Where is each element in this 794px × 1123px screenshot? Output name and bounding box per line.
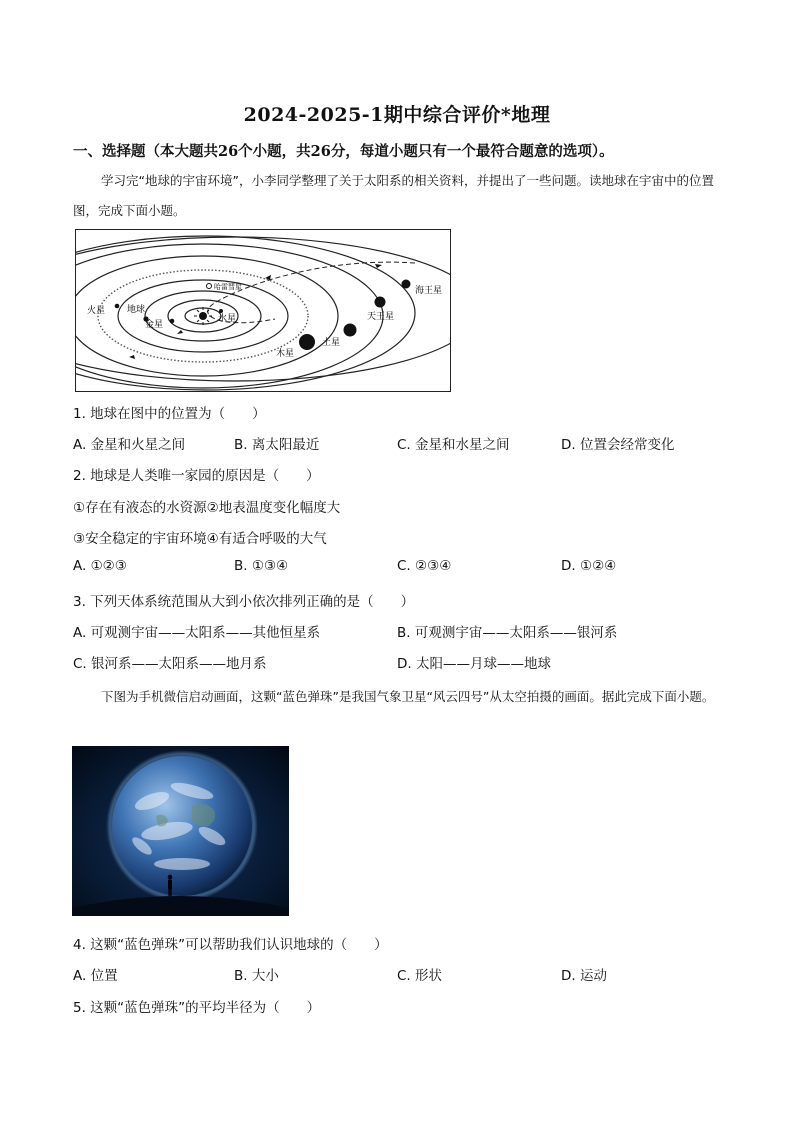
mars-planet: [115, 304, 120, 309]
question-1-option-d[interactable]: D. 位置会经常变化: [561, 437, 675, 453]
question-1-option-c[interactable]: C. 金星和水星之间: [397, 437, 510, 453]
question-4-stem: 4. 这颗“蓝色弹珠”可以帮助我们认识地球的（ ）: [73, 937, 388, 953]
uranus-planet: [375, 297, 386, 308]
question-2-option-b[interactable]: B. ①③④: [234, 558, 289, 574]
sun-icon: [199, 312, 207, 320]
question-5-stem: 5. 这颗“蓝色弹珠”的平均半径为（ ）: [73, 1000, 321, 1016]
solar-system-diagram: [75, 229, 451, 396]
blue-marble-svg: [72, 746, 289, 916]
question-1-stem: 1. 地球在图中的位置为（ ）: [73, 406, 266, 422]
uranus-label: 天王星: [367, 312, 395, 322]
mercury-planet: [219, 309, 223, 313]
question-3-option-c[interactable]: C. 银河系——太阳系——地月系: [73, 656, 267, 672]
question-3-option-a[interactable]: A. 可观测宇宙——太阳系——其他恒星系: [73, 625, 321, 641]
question-2-statements-2: ③安全稳定的宇宙环境④有适合呼吸的大气: [73, 531, 327, 547]
venus-planet: [170, 319, 175, 324]
question-2-option-a[interactable]: A. ①②③: [73, 558, 127, 574]
jupiter-planet: [299, 334, 315, 350]
page-title: 2024-2025-1期中综合评价*地理: [243, 104, 551, 126]
question-1-option-b[interactable]: B. 离太阳最近: [234, 437, 320, 453]
blue-marble-image: [72, 746, 289, 920]
question-2-stem: 2. 地球是人类唯一家园的原因是（ ）: [73, 468, 320, 484]
venus-label: 金星: [145, 320, 164, 330]
mercury-label: 水星: [218, 314, 237, 324]
question-4-option-c[interactable]: C. 形状: [397, 968, 443, 984]
question-4-option-b[interactable]: B. 大小: [234, 968, 279, 984]
neptune-label: 海王星: [415, 286, 443, 296]
question-2-statements-1: ①存在有液态的水资源②地表温度变化幅度大: [73, 500, 341, 516]
section-heading: 一、选择题（本大题共26个小题，共26分，每道小题只有一个最符合题意的选项）。: [73, 143, 614, 160]
question-3-option-b[interactable]: B. 可观测宇宙——太阳系——银河系: [397, 625, 618, 641]
question-4-option-d[interactable]: D. 运动: [561, 968, 607, 984]
comet-label: 哈雷彗星: [214, 283, 242, 291]
question-3-option-d[interactable]: D. 太阳——月球——地球: [397, 656, 551, 672]
comet-nucleus: [207, 284, 212, 289]
intro-paragraph-1: 学习完“地球的宇宙环境”，小李同学整理了关于太阳系的相关资料，并提出了一些问题。读地球在宇宙中的位置图，完成下面小题。: [73, 173, 714, 218]
saturn-label: 土星: [322, 338, 341, 348]
question-2-option-d[interactable]: D. ①②④: [561, 558, 617, 574]
intro-paragraph-2: 下图为手机微信启动画面，这颗“蓝色弹珠”是我国气象卫星“风云四号”从太空拍摄的画面。据此完成下面小题。: [101, 689, 715, 704]
mars-label: 火星: [87, 306, 106, 316]
question-2-option-c[interactable]: C. ②③④: [397, 558, 452, 574]
neptune-planet: [402, 280, 411, 289]
question-3-stem: 3. 下列天体系统范围从大到小依次排列正确的是（ ）: [73, 594, 415, 610]
earth-label: 地球: [127, 305, 146, 315]
solar-system-svg: [75, 229, 451, 392]
question-4-option-a[interactable]: A. 位置: [73, 968, 118, 984]
jupiter-label: 木星: [276, 349, 295, 359]
saturn-planet: [344, 324, 357, 337]
question-1-option-a[interactable]: A. 金星和火星之间: [73, 437, 186, 453]
